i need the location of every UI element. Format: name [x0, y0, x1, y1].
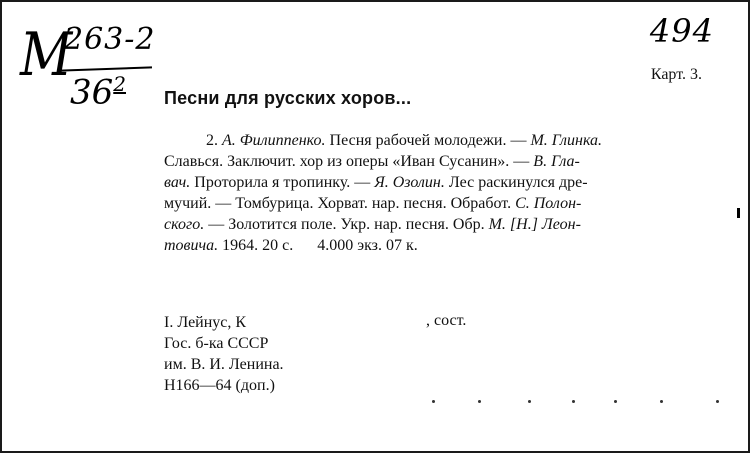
contents-segment: Я. Озолин.	[374, 174, 445, 191]
contents-line	[164, 130, 712, 151]
catalog-code: Н166—64 (доп.)	[164, 377, 275, 394]
stamp-dots	[432, 400, 722, 406]
contents-last-part: товича.	[164, 237, 219, 254]
contents-note	[164, 130, 712, 256]
contents-line	[164, 151, 712, 172]
library-name-2: им. В. И. Ленина.	[164, 356, 284, 373]
edge-mark	[737, 208, 740, 218]
imprint-pages: 20 с.	[262, 237, 294, 254]
contents-line	[164, 172, 712, 193]
record-title: Песни для русских хоров...	[164, 88, 412, 108]
compiler-entry: I. Лейнус, К	[164, 314, 247, 331]
shelfmark-letter: М	[20, 20, 73, 90]
contents-segment: ского.	[164, 216, 205, 233]
contents-line	[164, 193, 712, 214]
shelfmark-bottom-sup: 2	[113, 72, 126, 96]
contents-segment: мучий. — Томбурица. Хорват. нар. песня. Обработ.	[164, 195, 516, 212]
card-reference: Карт. 3.	[650, 66, 702, 83]
tracings	[164, 312, 284, 396]
shelfmark-divider	[60, 66, 152, 71]
contents-segment: 2.	[206, 132, 222, 149]
imprint-copies: 4.000 экз. 07 к.	[317, 237, 418, 254]
contents-segment: В. Гла-	[533, 153, 580, 170]
accession-number: 494	[649, 12, 714, 50]
contents-segment: Славься. Заключит. хор из оперы «Иван Сусанин». —	[164, 153, 534, 170]
contents-segment: — Золотится поле. Укр. нар. песня. Обр.	[204, 216, 489, 233]
contents-segment: С. Полон-	[515, 195, 582, 212]
contents-segment: Песня рабочей молодежи. —	[325, 132, 531, 149]
contents-segment: вач.	[164, 174, 191, 191]
compiler-role: , сост.	[426, 312, 467, 329]
contents-segment: А. Филиппенко.	[222, 132, 326, 149]
contents-segment: Проторила я тропинку. —	[190, 174, 375, 191]
contents-line	[164, 214, 712, 235]
imprint-line	[164, 235, 484, 256]
shelfmark-top: 263-2	[64, 22, 156, 57]
library-name-1: Гос. б-ка СССР	[164, 335, 269, 352]
imprint-year: 1964.	[222, 237, 259, 254]
shelfmark-bottom: $36^2$	[70, 72, 126, 113]
contents-segment: Лес раскинулся дре-	[444, 174, 588, 191]
contents-segment: М. Глинка.	[530, 132, 603, 149]
contents-segment: М. [Н.] Леон-	[488, 216, 581, 233]
